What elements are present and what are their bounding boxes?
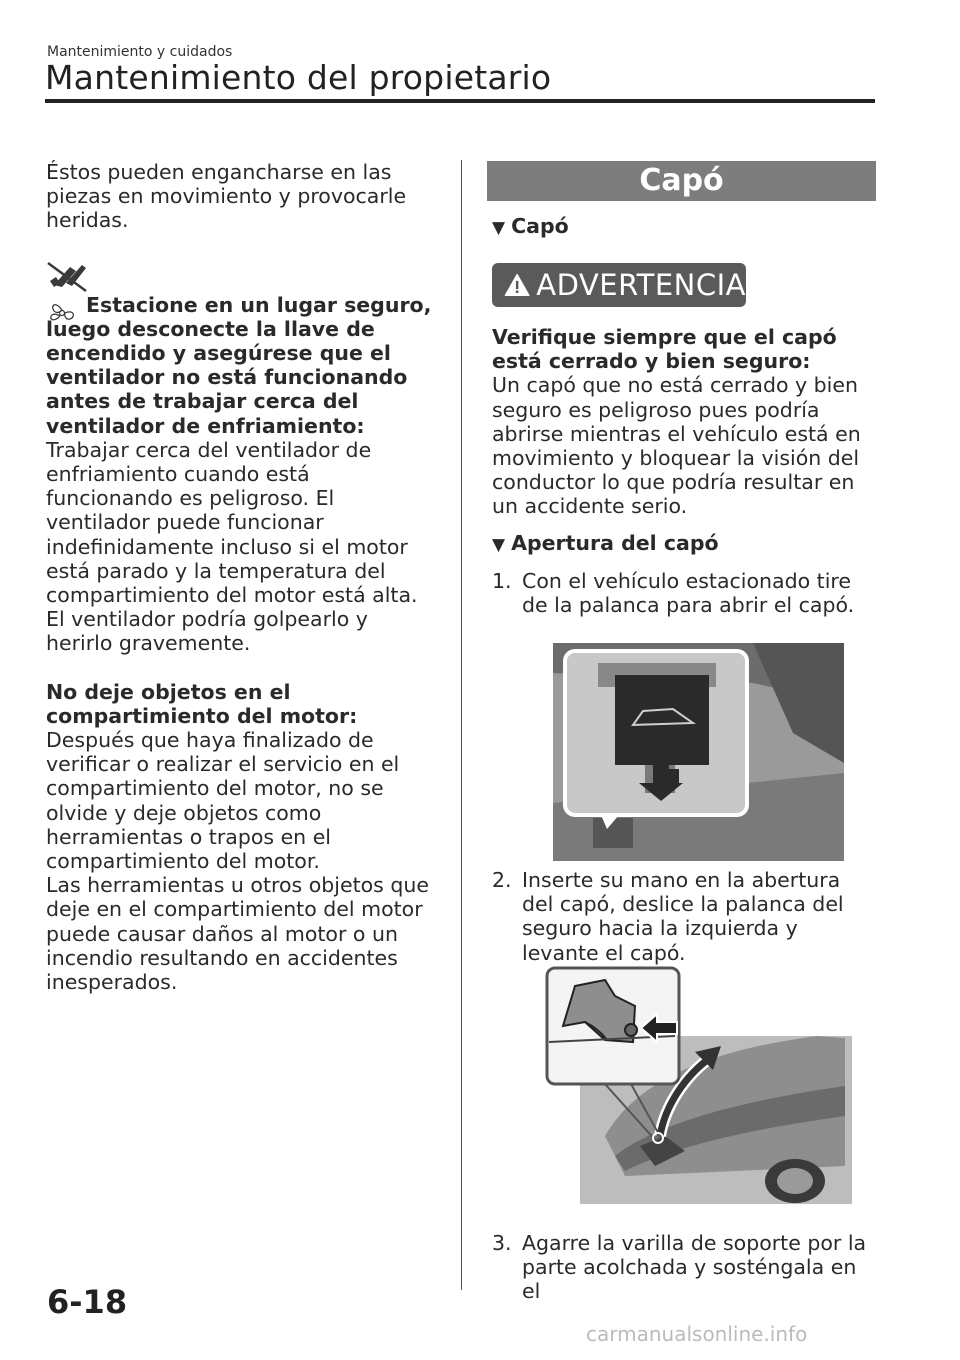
- engine-objects-warning-body: Después que haya finalizado de verificar o realizar el servicio en el compartimiento del motor, no se olvide y deje objetos como herramientas o trapos en el compartimiento del motor. Las herramientas u otros objetos que deje en el compartimiento del motor puede causar daños al motor o un incendio resultando en accidentes inesperados.: [46, 728, 429, 995]
- triangle-down-icon: ▼: [492, 218, 506, 238]
- running-header-chapter: Mantenimiento y cuidados: [47, 44, 233, 60]
- watermark: carmanualsonline.info: [586, 1322, 808, 1346]
- step-3-block: [492, 1231, 876, 1304]
- hood-latch-figure: [545, 966, 852, 1204]
- column-divider: [461, 160, 462, 1290]
- step-3: [492, 1231, 876, 1304]
- header-rule: [45, 99, 875, 103]
- running-header-title: Mantenimiento del propietario: [45, 58, 552, 97]
- hood-warning-text: [492, 325, 876, 617]
- subsection-capo: Capó: [511, 214, 569, 238]
- fan-warning-title: Estacione en un lugar seguro, luego desconecte la llave de encendido y asegúrese que el ventilador no está funcionando antes de trabajar cerca del ventilador de enfriamiento:: [46, 292, 432, 438]
- fan-warning-body: Trabajar cerca del ventilador de enfriamiento cuando está funcionando es peligroso. El ventilador puede funcionar indefinidamente incluso si el motor está parado y la temperatura del compartimiento del motor está alta. El ventilador podría golpearlo y herirlo gravemente.: [46, 437, 418, 656]
- warning-triangle-icon: [504, 268, 530, 302]
- step-number: 2.: [492, 868, 512, 892]
- section-title-bar: Capó: [487, 161, 876, 201]
- step-2: [492, 868, 876, 965]
- no-fan-hazard-icon: [46, 261, 92, 331]
- hood-warning-title: Verifique siempre que el capó está cerrado y bien seguro:: [492, 325, 837, 374]
- hood-warning-body: Un capó que no está cerrado y bien seguro es peligroso pues podría abrirse mientras el vehículo está en movimiento y bloquear la visión del conductor lo que podría resultar en un accidente serio.: [492, 373, 861, 519]
- page-number: 6-18: [47, 1283, 128, 1321]
- step-2-block: [492, 868, 876, 965]
- hood-release-lever-figure: [553, 643, 844, 861]
- step-text: Con el vehículo estacionado tire de la palanca para abrir el capó.: [522, 568, 855, 618]
- step-number: 3.: [492, 1231, 512, 1255]
- engine-objects-warning-title: No deje objetos en el compartimiento del motor:: [46, 679, 358, 728]
- intro-paragraph: Éstos pueden engancharse en las piezas en movimiento y provocarle heridas.: [46, 160, 407, 233]
- warning-label: ADVERTENCIA: [536, 268, 746, 302]
- right-column: [492, 214, 876, 240]
- step-1: [492, 569, 876, 617]
- fan-warning-icon-block: [46, 261, 438, 313]
- step-text: Inserte su mano en la abertura del capó, deslice la palanca del seguro hacia la izquierda y levante el capó.: [522, 868, 844, 965]
- subsection-apertura: Apertura del capó: [511, 530, 719, 555]
- step-number: 1.: [492, 568, 512, 593]
- warning-banner: [492, 263, 746, 307]
- step-text: Agarre la varilla de soporte por la parte acolchada y sosténgala en el: [522, 1231, 867, 1304]
- left-column: [46, 160, 438, 994]
- triangle-down-icon: ▼: [492, 534, 506, 555]
